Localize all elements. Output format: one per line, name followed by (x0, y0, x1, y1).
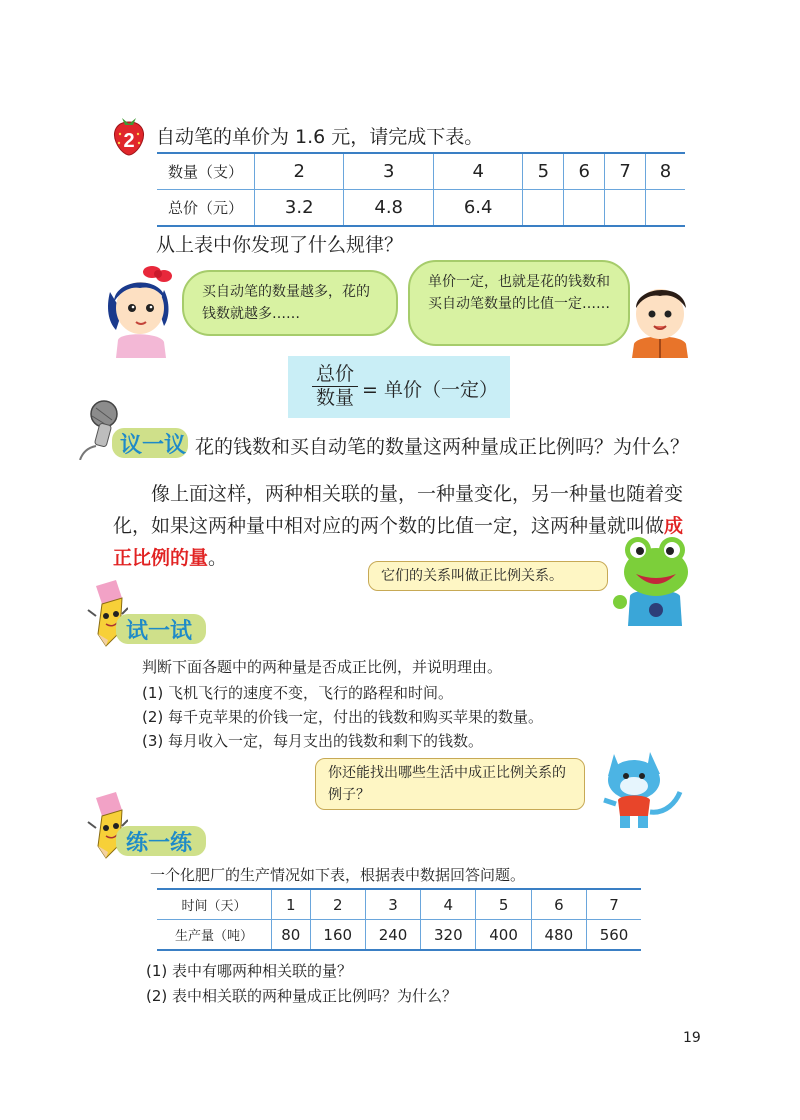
definition-text: 像上面这样，两种相关联的量，一种量变化，另一种量也随着变化，如果这两种量中相对应的两个数的比值一定，这两种量就叫做 (113, 483, 684, 537)
table-cell: 7 (587, 889, 641, 920)
table-cell: 3 (365, 889, 420, 920)
page-number: 19 (683, 1030, 701, 1046)
table-cell: 6.4 (433, 190, 522, 227)
practice-intro: 一个化肥厂的生产情况如下表，根据表中数据回答问题。 (150, 866, 526, 884)
table-cell-blank[interactable] (605, 190, 646, 227)
row-label: 时间（天） (181, 899, 247, 914)
table-cell: 1 (272, 889, 311, 920)
table-cell: 3 (344, 153, 433, 190)
try-item-1: (1) 飞机飞行的速度不变，飞行的路程和时间。 (142, 684, 454, 702)
table-cell: 4.8 (344, 190, 433, 227)
problem-number: 2 (123, 130, 135, 152)
try-item-2: (2) 每千克苹果的价钱一定，付出的钱数和购买苹果的数量。 (142, 708, 544, 726)
examples-note (315, 758, 585, 810)
definition-paragraph (113, 478, 693, 574)
table-cell: 2 (310, 889, 365, 920)
formula-denominator: 数量 (315, 387, 354, 409)
row-label: 生产量（吨） (157, 920, 272, 951)
production-table (157, 888, 641, 951)
formula-rhs: = 单价（一定） (362, 379, 498, 401)
try-item-3: (3) 每月收入一定，每月支出的钱数和剩下的钱数。 (142, 732, 484, 750)
table-cell: 5 (476, 889, 531, 920)
table-cell: 560 (587, 920, 641, 951)
table-cell: 2 (255, 153, 344, 190)
definition-highlight: 成正比例的量 (113, 515, 684, 569)
row-label: 总价（元） (157, 190, 255, 227)
table-row (157, 920, 641, 951)
definition-end: 。 (208, 547, 228, 569)
note-text: 你还能找出哪些生活中成正比例关系的例子？ (328, 765, 566, 803)
table-cell-blank[interactable] (564, 190, 605, 227)
formula-numerator: 总价 (312, 363, 358, 387)
table-cell: 160 (310, 920, 365, 951)
table-cell: 8 (645, 153, 685, 190)
relation-note (368, 561, 608, 591)
formula-fraction (312, 363, 358, 410)
table-cell: 80 (272, 920, 311, 951)
formula-box (288, 356, 510, 418)
note-text: 它们的关系叫做正比例关系。 (381, 568, 563, 584)
table-row (157, 153, 685, 190)
speech-bubble-right (408, 260, 630, 346)
price-table (157, 152, 685, 227)
table-cell: 480 (531, 920, 586, 951)
table-cell: 5 (523, 153, 564, 190)
rule-question: 从上表中你发现了什么规律？ (156, 234, 404, 256)
table-cell: 240 (365, 920, 420, 951)
row-label: 数量（支） (167, 163, 243, 181)
speech-bubble-left (182, 270, 398, 336)
table-cell: 6 (531, 889, 586, 920)
table-row (157, 190, 685, 227)
practice-title: 练一练 (126, 831, 193, 856)
bubble-text: 买自动笔的数量越多，花的钱数就越多…… (202, 284, 370, 322)
practice-question-2: (2) 表中相关联的两种量成正比例吗？为什么？ (146, 987, 458, 1005)
table-cell: 320 (421, 920, 476, 951)
boy-character-icon (624, 274, 696, 358)
table-cell: 400 (476, 920, 531, 951)
bubble-text: 单价一定，也就是花的钱数和买自动笔数量的比值一定…… (428, 274, 610, 312)
table-cell: 7 (605, 153, 646, 190)
cat-character-icon (596, 744, 688, 832)
discuss-text: 花的钱数和买自动笔的数量这两种量成正比例吗？为什么？ (195, 436, 690, 458)
problem-number-strawberry-icon (110, 114, 148, 156)
table-cell: 4 (421, 889, 476, 920)
table-row (157, 889, 641, 920)
try-title: 试一试 (126, 619, 193, 644)
table-cell-blank[interactable] (523, 190, 564, 227)
discuss-title: 议一议 (120, 433, 187, 458)
practice-question-1: (1) 表中有哪两种相关联的量？ (146, 962, 353, 980)
problem-prompt: 自动笔的单价为 1.6 元，请完成下表。 (156, 126, 484, 148)
table-cell-blank[interactable] (645, 190, 685, 227)
try-intro: 判断下面各题中的两种量是否成正比例，并说明理由。 (142, 658, 503, 676)
table-cell: 3.2 (255, 190, 344, 227)
table-cell: 4 (433, 153, 522, 190)
girl-character-icon (100, 262, 182, 358)
table-cell: 6 (564, 153, 605, 190)
frog-character-icon (612, 530, 696, 626)
